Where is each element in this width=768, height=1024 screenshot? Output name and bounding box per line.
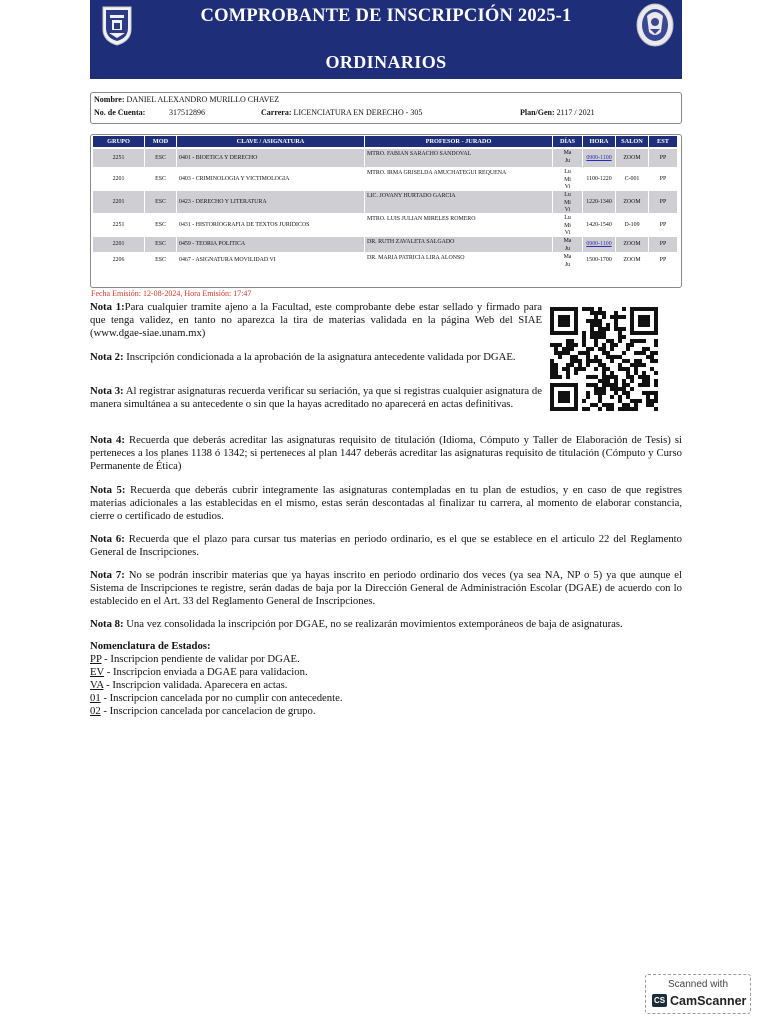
table-row [93,149,680,167]
day-label: Ju [564,245,571,252]
camscanner-name: CamScanner [670,994,747,1008]
cell-hora [583,191,615,213]
col-header-grupo: GRUPO [93,136,144,147]
note-text: Recuerda que deberás acreditar las asignaturas requisito de titulación (Idioma, Cómputo y Taller de Elaboración de Tesis) si perteneces a los planes 1138 ó 1342; si perteneces al plan 1447 deberás acreditar las asignaturas requisito de titulación (Cómputo y Curso Permanente de Ética) [90,434,682,472]
cell-salon: ZOOM [616,237,648,252]
cell-grupo: 2251 [93,149,144,167]
note-label: Nota 8: [90,618,124,630]
nomenclature-item [90,692,343,705]
note-label: Nota 7: [90,569,125,581]
note-4 [90,434,682,473]
day-label: Mi [564,222,571,229]
camscanner-logo-icon: CS [653,996,666,1005]
cell-salon: ZOOM [616,191,648,213]
col-header-mod: MOD [145,136,176,147]
cell-dias [553,168,582,190]
page-subtitle: ORDINARIOS [325,52,447,72]
status-description: - Inscripcion enviada a DGAE para validacion. [104,666,308,679]
cell-grupo: 2201 [112,176,125,182]
day-label: Vi [564,230,571,236]
cell-status: PP [659,257,667,263]
status-code: VA [90,679,104,692]
table-row [93,214,680,236]
account-number: 317512896 [169,108,205,117]
day-label: Ju [564,261,571,268]
nomenclature-item [90,666,343,679]
cell-profesor: MTRO. IRMA GRISELDA AMUCHATEGUI REQUENA [367,170,507,176]
status-description: - Inscripcion cancelada por cancelacion de grupo. [100,705,316,718]
schedule-link[interactable]: 0900-1100 [586,155,612,161]
nombre-label: Nombre: [94,95,125,104]
shield-seal-icon [635,2,675,48]
cell-status: PP [659,222,667,228]
cell-grupo: 2201 [93,191,144,213]
col-header-hora: HORA [583,136,615,147]
status-code: PP [90,653,102,666]
cell-grupo: 2251 [112,222,125,228]
note-label: Nota 6: [90,533,125,545]
note-6 [90,533,682,559]
cuenta-label: No. de Cuenta: [94,108,146,117]
cell-mod: ESC [145,191,176,213]
cell-dias [553,237,582,252]
table-row [93,253,680,268]
status-code: 02 [90,705,101,718]
day-label: Ma [563,254,572,260]
note-5 [90,484,682,523]
status-code: 01 [90,692,101,705]
cell-salon: ZOOM [623,257,641,263]
nomenclature-item [90,679,343,692]
table-row [93,191,680,213]
page-title: COMPROBANTE DE INSCRIPCIÓN 2025-1 [200,6,572,26]
day-label: Mi [564,199,571,206]
student-info-box [90,92,682,124]
scanned-with-label: Scanned with [667,979,729,990]
note-text: Para cualquier tramite ajeno a la Facultad, este comprobante debe estar sellado y firmado para que tenga validez, en tanto no aparezca la tira de materias validada en la página Web del SIAE (www.dgae-siae.unam.mx) [90,301,543,339]
status-code: EV [90,666,105,679]
note-2 [90,351,542,364]
cell-grupo: 2201 [93,237,144,252]
cell-status: PP [649,149,677,167]
cell-mod: ESC [155,257,166,263]
cell-dias [553,253,582,268]
status-description: - Inscripcion pendiente de validar por DGAE. [101,653,300,666]
cell-dias [553,214,582,236]
schedule-time: 1420-1540 [586,222,612,228]
cell-asignatura: 0467 - ASIGNATURA MOVILIDAD VI [179,257,276,263]
note-8 [90,618,682,631]
note-3 [90,385,542,411]
note-text: Recuerda que el plazo para cursar tus materias en periodo ordinario, es el que se establece en el articulo 22 del Reglamento General de Inscripciones. [90,533,682,558]
note-1 [90,301,542,340]
cell-grupo: 2206 [112,257,125,263]
note-label: Nota 2: [90,351,124,363]
cell-hora [583,253,615,268]
cell-hora [583,149,615,167]
cell-mod: ESC [155,176,166,182]
day-label: Mi [564,176,571,183]
note-text: No se podrán inscribir materias que ya hayas inscrito en periodo ordinario dos veces (ya sea NA, NP o 5) ya que aunque el Sistema de Inscripciones te registre, serán dadas de baja por la Dirección General de Administración Escolar (DGAE) de acuerdo con lo establecido en el Art. 33 del Reglamento General de Inscripciones. [90,569,682,607]
cell-asignatura: 0459 - TEORIA POLITICA [177,237,364,252]
cell-asignatura: 0403 - CRIMINOLOGIA Y VICTIMOLOGIA [179,176,290,182]
cell-hora [583,237,615,252]
note-text: Al registrar asignaturas recuerda verificar su seriación, ya que si registras cualquier asignatura de manera simultánea a su antecedente o sin que la hayas acreditado no aparecerá en actas definitivas. [90,385,542,410]
note-label: Nota 5: [90,484,126,496]
day-label: Lu [564,169,571,175]
cell-hora [583,214,615,236]
career: LICENCIATURA EN DERECHO - 305 [293,108,423,117]
cell-status: PP [649,237,677,252]
cell-status: PP [649,191,677,213]
status-nomenclature [90,640,343,719]
note-label: Nota 4: [90,434,125,446]
cell-salon: C-001 [624,176,640,182]
nomenclature-item [90,653,343,666]
carrera-label: Carrera: [261,108,292,117]
nomenclature-item [90,705,343,718]
day-label: Ju [564,157,571,164]
cell-status: PP [659,176,667,182]
cell-mod: ESC [145,149,176,167]
cell-hora [583,168,615,190]
cell-profesor: DR. RUTH ZAVALETA SALGADO [365,237,552,252]
cell-mod: ESC [145,237,176,252]
col-header-asignatura: CLAVE / ASIGNATURA [177,136,364,147]
schedule-time: 1100-1220 [586,176,612,182]
note-7 [90,569,682,608]
cell-dias [553,191,582,213]
cell-profesor: MTRO. LUIS JULIAN MIRELES ROMERO [367,216,476,222]
student-name: DANIEL ALEXANDRO MURILLO CHAVEZ [126,95,280,104]
note-text: Inscripción condicionada a la aprobación de la asignatura antecedente validada por DGAE. [123,351,516,363]
col-header-dias: DÍAS [553,136,582,147]
col-header-salon: SALON [616,136,648,147]
note-text: Recuerda que deberás cubrir integramente las asignaturas contempladas en tu plan de estudios, y en caso de que registres materias adicionales a las establecidas en el mismo, estas serán descontadas al finalizar tu carrera, al momento de elaborar constancia, cierre o certificado de estudios. [90,484,682,522]
table-row [93,168,680,190]
schedule-time: 1220-1340 [586,199,612,205]
schedule-time: 1500-1700 [586,257,612,263]
day-label: Ma [563,150,572,156]
camscanner-watermark [645,974,751,1014]
col-header-est: EST [649,136,677,147]
table-header [93,136,680,147]
cell-asignatura: 0431 - HISTORIOGRAFIA DE TEXTOS JURIDICOS [179,222,310,228]
day-label: Vi [564,184,571,190]
cell-profesor: DR. MARIA PATRICIA LIRA ALONSO [367,255,465,261]
day-label: Vi [564,207,571,213]
note-label: Nota 1: [90,301,125,313]
col-header-profesor: PROFESOR - JURADO [365,136,552,147]
cell-asignatura: 0423 - DERECHO Y LITERATURA [177,191,364,213]
day-label: Lu [564,215,571,221]
status-description: - Inscripcion cancelada por no cumplir con antecedente. [100,692,343,705]
cell-dias [553,149,582,167]
qr-code-icon [550,307,658,411]
cell-salon: ZOOM [616,149,648,167]
table-row [93,237,680,252]
emission-date: Fecha Emisión: 12-08-2024, Hora Emisión: 17:47 [91,289,252,298]
day-label: Ma [563,238,572,244]
plan-label: Plan/Gen: [520,108,555,117]
cell-mod: ESC [155,222,166,228]
cell-profesor: LIC. JOVANY HURTADO GARCIA [365,191,552,213]
day-label: Lu [564,192,571,198]
cell-asignatura: 0401 - BIOETICA Y DERECHO [177,149,364,167]
cell-profesor: MTRO. FABIAN SARACHO SANDOVAL [365,149,552,167]
note-text: Una vez consolidada la inscripción por DGAE, no se realizarán movimientos extemporáneos de baja de asignaturas. [123,618,623,630]
plan-gen: 2117 / 2021 [556,108,595,117]
header-banner [90,0,682,79]
nomenclature-title: Nomenclatura de Estados: [90,640,211,652]
schedule-link[interactable]: 0900-1100 [586,241,612,247]
note-label: Nota 3: [90,385,124,397]
cell-salon: D-109 [624,222,640,228]
status-description: - Inscripcion validada. Aparecera en actas. [103,679,288,692]
